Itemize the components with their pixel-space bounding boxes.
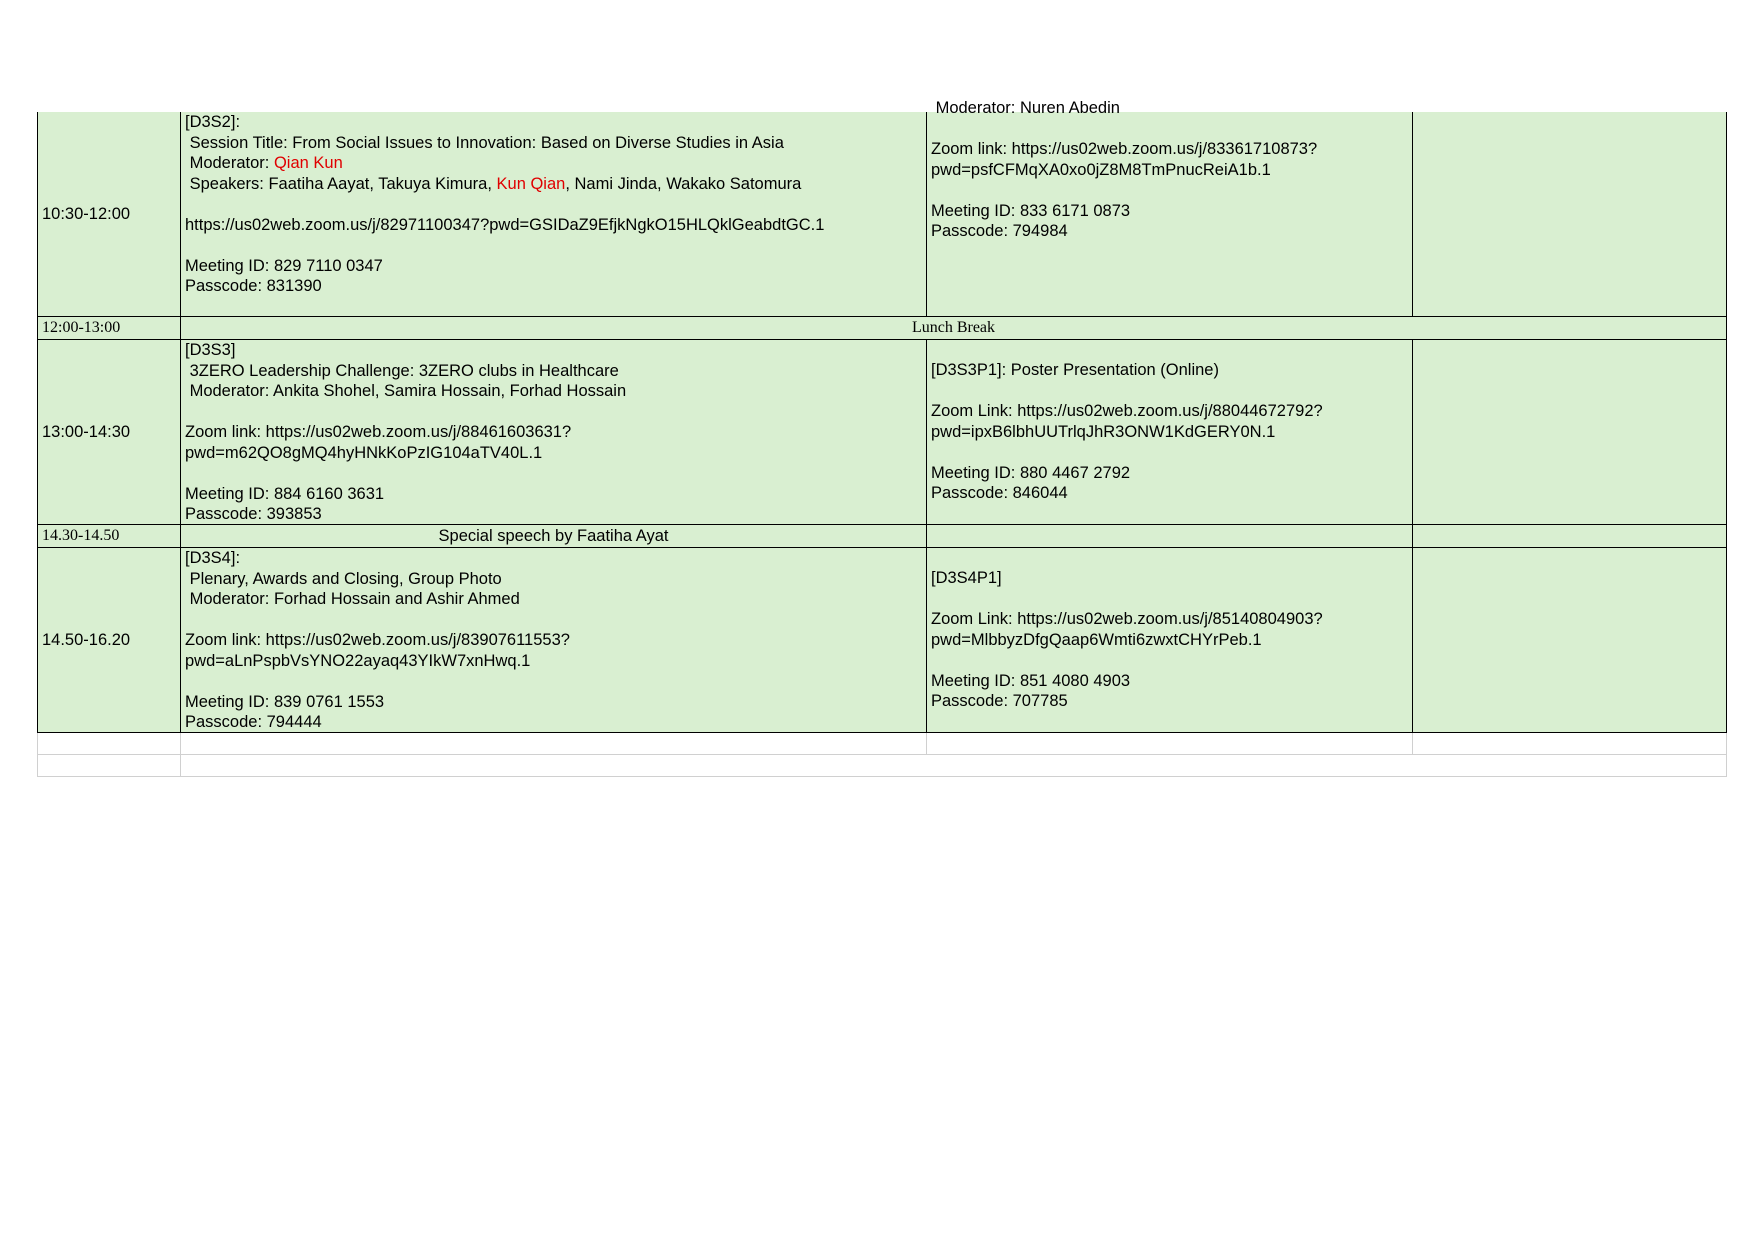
speakers-prefix: Speakers: Faatiha Aayat, Takuya Kimura, bbox=[185, 174, 497, 193]
speaker-highlight: Kun Qian bbox=[496, 174, 566, 193]
meeting-id: Meeting ID: 839 0761 1553 bbox=[185, 692, 385, 711]
zoom-link-pwd[interactable]: pwd=MlbbyzDfgQaap6Wmti6zwxtCHYrPeb.1 bbox=[931, 630, 1262, 649]
empty-cell bbox=[1413, 525, 1727, 548]
session-cell-partial bbox=[927, 99, 1413, 317]
meeting-id: Meeting ID: 880 4467 2792 bbox=[931, 463, 1131, 482]
session-id: [D3S3P1]: Poster Presentation (Online) bbox=[931, 361, 1219, 379]
passcode: Passcode: 393853 bbox=[185, 505, 322, 523]
meeting-id: Meeting ID: 884 6160 3631 bbox=[185, 484, 385, 503]
lunch-break-cell: Lunch Break bbox=[181, 317, 1727, 340]
special-speech-cell: Special speech by Faatiha Ayat bbox=[181, 525, 927, 548]
empty-cell bbox=[927, 733, 1413, 755]
moderator-partial: Moderator: Nuren Abedin bbox=[931, 99, 1120, 117]
session-id: [D3S3] bbox=[185, 341, 236, 359]
session-id: [D3S4P1] bbox=[931, 569, 1002, 587]
session-cell-d3s2 bbox=[181, 112, 927, 317]
table-row bbox=[37, 317, 1727, 340]
empty-cell bbox=[37, 755, 181, 777]
empty-cell bbox=[37, 733, 181, 755]
table-row bbox=[37, 548, 1727, 733]
session-title: 3ZERO Leadership Challenge: 3ZERO clubs in Healthcare bbox=[185, 361, 619, 380]
zoom-link[interactable]: Zoom Link: https://us02web.zoom.us/j/85140804903? bbox=[931, 610, 1323, 628]
zoom-link-pwd[interactable]: pwd=aLnPspbVsYNO22ayaq43YIkW7xnHwq.1 bbox=[185, 651, 531, 670]
empty-cell bbox=[1413, 340, 1727, 525]
empty-cell bbox=[181, 733, 927, 755]
table-row bbox=[37, 525, 1727, 548]
zoom-link-pwd[interactable]: pwd=m62QO8gMQ4hyHNkKoPzIG104aTV40L.1 bbox=[185, 443, 543, 462]
passcode: Passcode: 794444 bbox=[185, 713, 322, 731]
time-cell: 14.50-16.20 bbox=[37, 548, 181, 733]
moderator-name-highlight: Qian Kun bbox=[273, 154, 343, 172]
table-row bbox=[37, 99, 1727, 317]
passcode: Passcode: 846044 bbox=[931, 484, 1068, 502]
meeting-id: Meeting ID: 851 4080 4903 bbox=[931, 671, 1131, 690]
time-cell: 13:00-14:30 bbox=[37, 340, 181, 525]
meeting-id: Meeting ID: 829 7110 0347 bbox=[185, 256, 383, 275]
session-title: Plenary, Awards and Closing, Group Photo bbox=[185, 569, 502, 588]
time-cell: 14.30-14.50 bbox=[37, 525, 181, 548]
zoom-link[interactable]: Zoom Link: https://us02web.zoom.us/j/88044672792? bbox=[931, 402, 1323, 420]
zoom-link[interactable]: Zoom link: https://us02web.zoom.us/j/88461603631? bbox=[185, 423, 572, 441]
zoom-link-pwd[interactable]: pwd=psfCFMqXA0xo0jZ8M8TmPnucReiA1b.1 bbox=[931, 160, 1271, 179]
zoom-link[interactable]: https://us02web.zoom.us/j/82971100347?pwd=GSIDaZ9EfjkNgkO15HLQklGeabdtGC.1 bbox=[185, 215, 825, 234]
empty-cell bbox=[181, 755, 1727, 777]
session-cell-d3s4 bbox=[181, 548, 927, 733]
time-cell: 10:30-12:00 bbox=[37, 112, 181, 317]
session-id: [D3S4]: bbox=[185, 549, 241, 567]
moderator-line: Moderator: Ankita Shohel, Samira Hossain, Forhad Hossain bbox=[185, 382, 627, 400]
zoom-link[interactable]: Zoom link: https://us02web.zoom.us/j/83361710873? bbox=[931, 140, 1318, 158]
empty-cell bbox=[927, 525, 1413, 548]
moderator-line bbox=[185, 153, 926, 174]
speakers-suffix: , Nami Jinda, Wakako Satomura bbox=[565, 174, 802, 193]
empty-cell bbox=[1413, 112, 1727, 317]
table-row bbox=[37, 340, 1727, 525]
moderator-label: Moderator: bbox=[185, 154, 274, 172]
moderator-line: Moderator: Forhad Hossain and Ashir Ahmed bbox=[185, 590, 520, 608]
session-title: Session Title: From Social Issues to Innovation: Based on Diverse Studies in Asia bbox=[185, 133, 784, 152]
meeting-id: Meeting ID: 833 6171 0873 bbox=[931, 201, 1131, 220]
passcode: Passcode: 831390 bbox=[185, 277, 322, 295]
session-cell-d3s3p1 bbox=[927, 340, 1413, 525]
speakers-line bbox=[185, 174, 926, 195]
empty-cell bbox=[1413, 733, 1727, 755]
zoom-link-pwd[interactable]: pwd=ipxB6lbhUUTrlqJhR3ONW1KdGERY0N.1 bbox=[931, 422, 1276, 441]
time-cell: 12:00-13:00 bbox=[37, 317, 181, 340]
session-cell-d3s3 bbox=[181, 340, 927, 525]
passcode: Passcode: 794984 bbox=[931, 222, 1068, 240]
empty-row bbox=[37, 755, 1727, 777]
zoom-link[interactable]: Zoom link: https://us02web.zoom.us/j/83907611553? bbox=[185, 631, 570, 649]
passcode: Passcode: 707785 bbox=[931, 692, 1068, 710]
session-cell-d3s4p1 bbox=[927, 548, 1413, 733]
empty-cell bbox=[1413, 548, 1727, 733]
session-id: [D3S2]: bbox=[185, 113, 241, 131]
empty-row bbox=[37, 733, 1727, 755]
